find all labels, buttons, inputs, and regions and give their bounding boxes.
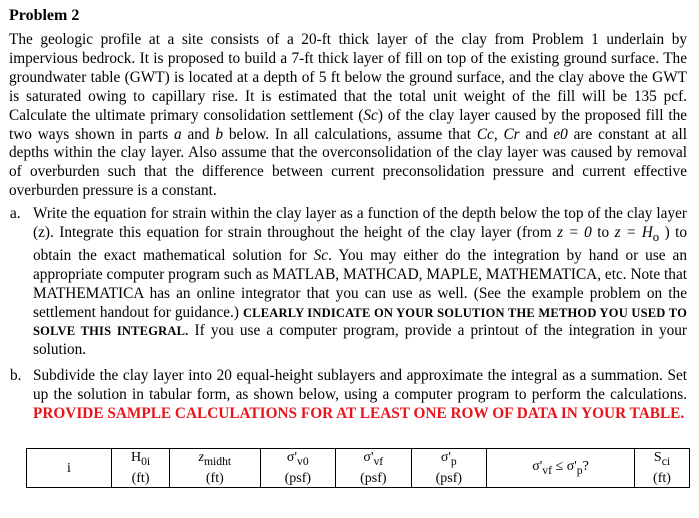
part-b-marker: b. — [10, 367, 22, 384]
problem-statement: The geologic profile at a site consists of a 20-ft thick layer of the clay from Problem 1 underlain by impervious bedrock. It is proposed to build a 7-ft thick layer of fill on top of the existing ground surface. The groundwater table (GWT) is located at a depth of 5 ft below the ground surface, and the clay above the GWT is saturated owing to capillary rise. It is estimated that the total unit weight of the fill will be 135 pcf. Calculate the ultimate primary consolidation settlement (Sc) of the clay layer caused by the proposed fill the two ways shown in parts a and b below. In all calculations, assume that Cc, Cr and e0 are constant at all depths within the clay layer. Also assume that the overconsolidation of the clay layer was caused by removal of overburden such that the difference between current preconsolidation pressure and current effective overburden pressure is a constant. — [9, 31, 688, 200]
method-instruction: CLEARLY INDICATE ON YOUR SOLUTION THE METHOD YOU USED TO SOLVE THIS INTEGRAL. — [33, 305, 687, 339]
col-check: $\sigma'_{vf} \le \sigma'_p$? — [487, 449, 635, 488]
symbol-sc: Sc — [363, 106, 378, 124]
part-a — [9, 205, 687, 360]
calculation-table — [26, 448, 690, 488]
col-sigma-vf: $\sigma'_{vf}$ (psf) — [336, 449, 412, 488]
col-sci: $S_{ci}$ (ft) — [635, 449, 690, 488]
part-a-text: Write the equation for strain within the clay layer as a function of the depth below the top of the clay layer (z). Integrate this equation for strain throughout the height of the clay layer (from z = 0 to $z = H_o$ ) to obtain the exact mathematical solution for Sc. You may either do the integration by hand or use an appropriate computer program such as MATLAB, MATHCAD, MAPLE, MATHEMATICA, etc. Note that MATHEMATICA has an online integrator that you can use as well. (See the example problem on the settlement handout for guidance.) CLEARLY INDICATE ON YOUR SOLUTION THE METHOD YOU USED TO SOLVE THIS INTEGRAL. If you use a computer program, provide a printout of the integration in your solution. — [33, 205, 688, 359]
problem-title: Problem 2 — [9, 7, 80, 24]
symbol-cc: Cc — [476, 125, 494, 143]
col-zmidht: $z_{midht}$ (ft) — [170, 449, 260, 488]
table-header-row — [27, 449, 690, 488]
part-a-marker: a. — [10, 205, 21, 222]
col-sigma-p: $\sigma'_p$ (psf) — [411, 449, 487, 488]
col-sigma-v0: $\sigma'_{v0}$ (psf) — [260, 449, 336, 488]
part-b — [9, 367, 687, 424]
part-b-text: Subdivide the clay layer into 20 equal-height sublayers and approximate the integral as a summation. Set up the solution in tabular form, as shown below, using a computer program to perform the calculations. PROVIDE SAMPLE CALCULATIONS FOR AT LEAST ONE ROW OF DATA IN YOUR TABLE. — [33, 367, 687, 422]
col-h0i: $H_{0i}$ (ft) — [112, 449, 170, 488]
symbol-e0: e0 — [553, 125, 568, 143]
col-i: i — [27, 449, 112, 488]
symbol-cr: Cr — [503, 125, 520, 143]
sample-calc-instruction: PROVIDE SAMPLE CALCULATIONS FOR AT LEAST ONE ROW OF DATA IN YOUR TABLE. — [33, 404, 685, 422]
